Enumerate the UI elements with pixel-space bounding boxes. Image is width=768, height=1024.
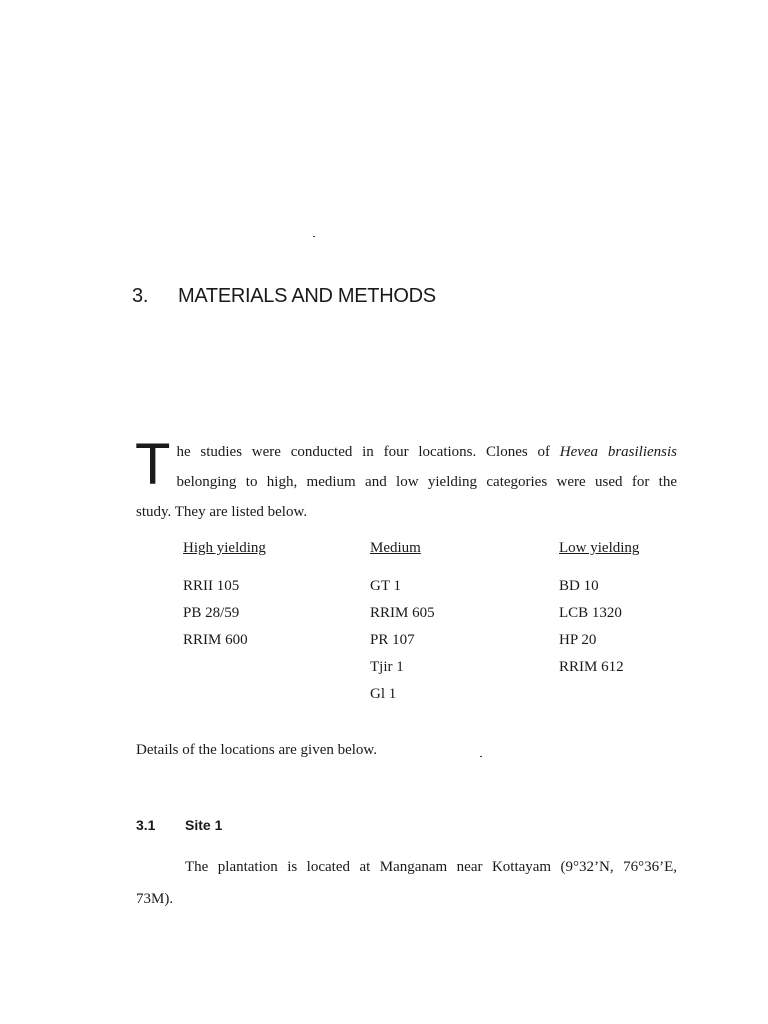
intro-line-3: study. They are listed below. xyxy=(136,504,308,520)
details-text: Details of the locations are given below. xyxy=(136,742,378,758)
section-number: 3. xyxy=(132,285,149,307)
column-heading-high: High yielding xyxy=(183,540,266,556)
intro-line-1-text: he studies were conducted in four locations. Clones of xyxy=(176,444,560,460)
column-heading-low: Low yielding xyxy=(559,540,640,556)
section-heading xyxy=(132,285,436,308)
clone-item: RRII 105 xyxy=(183,578,240,594)
clone-item: PR 107 xyxy=(370,632,415,648)
drop-cap-letter: T xyxy=(135,432,171,497)
clone-item: RRIM 612 xyxy=(559,659,624,675)
intro-paragraph xyxy=(135,432,677,527)
species-name: Hevea brasiliensis xyxy=(559,444,677,460)
column-heading-medium: Medium xyxy=(370,540,421,556)
site-line-2: 73M). xyxy=(136,891,174,907)
site-paragraph xyxy=(136,851,677,915)
section-title: MATERIALS AND METHODS xyxy=(178,285,436,307)
column-low-yielding xyxy=(559,535,639,681)
subsection-number: 3.1 xyxy=(136,817,156,833)
scan-speck xyxy=(480,756,482,757)
site-line-1: The plantation is located at Manganam near Kottayam (9°32’N, 76°36’E, xyxy=(185,859,677,875)
subsection-heading xyxy=(136,817,222,833)
clone-item: LCB 1320 xyxy=(559,605,622,621)
column-medium xyxy=(370,535,435,708)
clone-item: HP 20 xyxy=(559,632,597,648)
scan-speck xyxy=(313,236,315,237)
clone-item: PB 28/59 xyxy=(183,605,240,621)
intro-line-1 xyxy=(136,437,677,467)
column-high-yielding xyxy=(183,535,266,654)
clone-item: BD 10 xyxy=(559,578,599,594)
clone-item: Tjir 1 xyxy=(370,659,404,675)
intro-line-2: belonging to high, medium and low yielding categories were used for the xyxy=(176,474,677,490)
clone-item: RRIM 605 xyxy=(370,605,435,621)
subsection-title: Site 1 xyxy=(185,817,223,833)
clone-item: RRIM 600 xyxy=(183,632,248,648)
clone-item: GT 1 xyxy=(370,578,401,594)
clone-item: Gl 1 xyxy=(370,686,397,702)
